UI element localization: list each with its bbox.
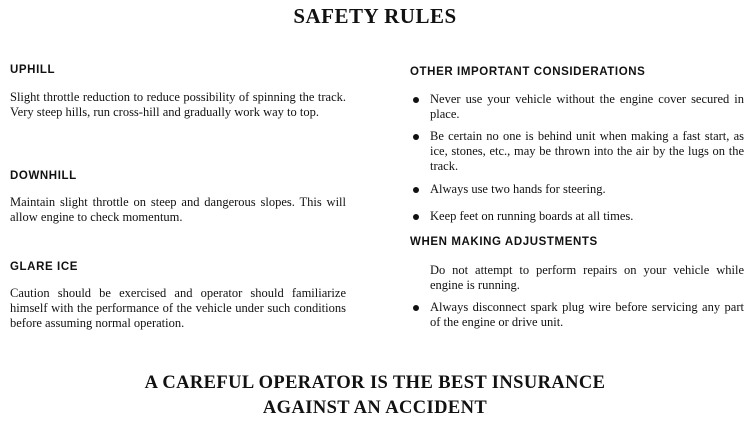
downhill-text: Maintain slight throttle on steep and dangerous slopes. This will allow engine to check momentum. (10, 195, 346, 224)
bullet-icon (413, 134, 419, 140)
bullet-icon (413, 97, 419, 103)
list-item (410, 182, 744, 197)
list-item (410, 209, 744, 224)
list-item-text: Never use your vehicle without the engine cover secured in place. (430, 92, 744, 121)
bullet-icon (413, 187, 419, 193)
downhill-section (10, 170, 346, 225)
motto-line-1: A CAREFUL OPERATOR IS THE BEST INSURANCE (144, 373, 606, 393)
glare-ice-text: Caution should be exercised and operator should familiarize himself with the performance of the vehicle under such conditions before assuming normal operation. (10, 286, 346, 330)
downhill-heading: DOWNHILL (10, 170, 77, 182)
other-considerations-heading: OTHER IMPORTANT CONSIDERATIONS (410, 66, 646, 78)
list-item-text: Always disconnect spark plug wire before servicing any part of the engine or drive unit. (430, 300, 744, 329)
glare-ice-heading: GLARE ICE (10, 261, 79, 273)
page-title: SAFETY RULES (293, 4, 457, 28)
bullet-icon (413, 214, 419, 220)
adjustments-note: Do not attempt to perform repairs on your vehicle while engine is running. (430, 263, 744, 292)
list-item (410, 92, 744, 122)
uphill-text: Slight throttle reduction to reduce possibility of spinning the track. Very steep hills, run cross-hill and gradually work way to top. (10, 90, 346, 119)
bullet-icon (413, 305, 419, 311)
list-item-text: Keep feet on running boards at all times. (430, 209, 634, 223)
uphill-heading: UPHILL (10, 64, 56, 76)
list-item (410, 129, 744, 174)
uphill-section (10, 64, 346, 120)
motto-line-2: AGAINST AN ACCIDENT (262, 398, 488, 418)
adjustments-heading: WHEN MAKING ADJUSTMENTS (410, 236, 598, 248)
list-item (410, 300, 744, 330)
safety-motto (0, 371, 750, 421)
glare-ice-section (10, 261, 346, 331)
list-item-text: Be certain no one is behind unit when making a fast start, as ice, stones, etc., may be thrown into the air by the lugs on the track. (430, 129, 744, 173)
list-item-text: Always use two hands for steering. (430, 182, 606, 196)
